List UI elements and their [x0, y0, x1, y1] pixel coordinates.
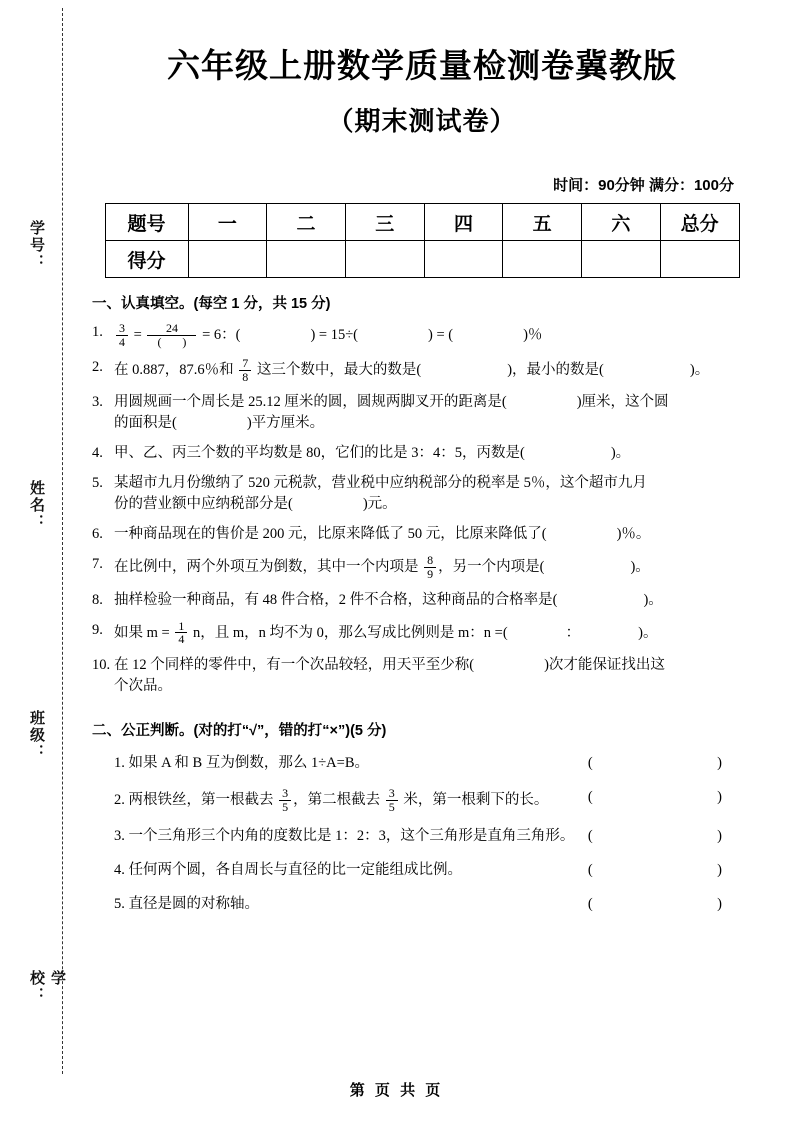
score-cell-total[interactable] — [660, 241, 739, 278]
question-2-text: 在 0.887，87.6％和 $\frac{7}{8}$ 这三个数中，最大的数是( )，最小的数是( )。 — [114, 356, 710, 384]
score-cell-4[interactable] — [424, 241, 503, 278]
table-row-header — [105, 204, 739, 241]
question-1 — [92, 322, 752, 348]
question-3-text: 用圆规画一个周长是 25.12 厘米的圆，圆规两脚叉开的距离是( )厘米，这个圆 — [114, 394, 669, 411]
score-table-col-1: 一 — [188, 204, 267, 241]
judge-2-number: 2. — [114, 791, 125, 808]
judge-1-number: 1. — [114, 754, 125, 771]
question-9-text: 如果 m = $\frac{1}{4}$ n，且 m，n 均不为 0，那么写成比例则是 m：n =( ： )。 — [114, 618, 658, 647]
judge-2-text: 两根铁丝，第一根截去 $\frac{3}{5}$ ，第二根截去 $\frac{3}{5}$ 米，第一根剩下的长。 — [128, 785, 549, 814]
score-table-col-total: 总分 — [660, 204, 739, 241]
side-label-name: 姓名： — [28, 480, 45, 531]
question-3 — [92, 392, 752, 434]
judge-1-text: 如果 A 和 B 互为倒数，那么 1÷A=B。 — [128, 754, 369, 771]
judge-3-number: 3. — [114, 828, 125, 845]
question-10-text-line2: 个次品。 — [114, 677, 172, 694]
side-label-school: 学校： — [28, 970, 66, 1004]
question-5-text: 某超市九月份缴纳了 520 元税款，营业税中应纳税部分的税率是 5％，这个超市九月 — [114, 475, 647, 492]
judge-5-answer-box[interactable]: ( ) — [587, 896, 744, 913]
judge-question-3 — [92, 826, 752, 847]
question-3-number: 3. — [92, 394, 103, 411]
question-1-number: 1. — [92, 324, 103, 340]
judge-question-4 — [92, 860, 752, 881]
score-table-col-3: 三 — [345, 204, 424, 241]
question-4-text: 甲、乙、丙三个数的平均数是 80，它们的比是 3：4：5，丙数是( )。 — [114, 445, 631, 462]
question-7-number: 7. — [92, 556, 103, 573]
question-1-text: $\frac{3}{4}$ = $\frac{24}{( )}$ = 6：( ) = 15÷( ) = ( )％ — [114, 322, 752, 348]
question-6-number: 6. — [92, 526, 103, 543]
side-label-class: 班级： — [28, 710, 45, 761]
page-title: 六年级上册数学质量检测卷冀教版 — [167, 47, 677, 84]
score-table-col-4: 四 — [424, 204, 503, 241]
question-6 — [92, 524, 752, 545]
judge-5-number: 5. — [114, 896, 125, 913]
score-table-col-6: 六 — [582, 204, 661, 241]
score-cell-2[interactable] — [267, 241, 346, 278]
exam-content — [92, 0, 752, 915]
page-subtitle: （期末测试卷） — [327, 106, 517, 136]
side-label-column — [22, 180, 66, 1020]
question-7-text: 在比例中，两个外项互为倒数，其中一个内项是 $\frac{8}{9}$ ，另一个内项是( )。 — [114, 553, 650, 582]
score-table-row-label: 题号 — [105, 204, 188, 241]
question-7 — [92, 554, 752, 580]
judge-5-text: 直径是圆的对称轴。 — [128, 896, 259, 913]
judge-4-text: 任何两个圆，各自周长与直径的比一定能组成比例。 — [128, 862, 462, 879]
score-cell-6[interactable] — [582, 241, 661, 278]
judge-4-number: 4. — [114, 862, 125, 879]
question-5-number: 5. — [92, 475, 103, 492]
exam-info: 时间：90分钟 满分：100分 — [553, 177, 734, 194]
page-footer: 第 页 共 页 — [349, 1082, 444, 1099]
question-3-text-line2: 的面积是( )平方厘米。 — [114, 415, 325, 432]
score-table — [105, 203, 740, 278]
score-cell-1[interactable] — [188, 241, 267, 278]
judge-question-1 — [92, 753, 752, 774]
judge-question-5 — [92, 894, 752, 915]
judge-4-answer-box[interactable]: ( ) — [587, 862, 744, 879]
left-dashed-divider — [62, 8, 63, 1074]
question-5 — [92, 473, 752, 515]
question-2-number: 2. — [92, 359, 103, 376]
judge-3-answer-box[interactable]: ( ) — [587, 828, 744, 845]
score-table-col-5: 五 — [503, 204, 582, 241]
judge-3-text: 一个三角形三个内角的度数比是 1：2：3，这个三角形是直角三角形。 — [128, 828, 575, 845]
question-4 — [92, 443, 752, 464]
question-9-number: 9. — [92, 621, 103, 638]
judge-2-answer-box[interactable]: ( ) — [587, 788, 744, 805]
score-cell-3[interactable] — [345, 241, 424, 278]
question-8-number: 8. — [92, 591, 103, 608]
question-8-text: 抽样检验一种商品，有 48 件合格，2 件不合格，这种商品的合格率是( )。 — [114, 591, 663, 608]
score-cell-5[interactable] — [503, 241, 582, 278]
score-table-col-2: 二 — [267, 204, 346, 241]
section-heading-fill-blanks: 一、认真填空。(每空 1 分，共 15 分) — [92, 296, 331, 312]
question-5-text-line2: 份的营业额中应纳税部分是( )元。 — [114, 496, 397, 513]
question-4-number: 4. — [92, 445, 103, 462]
question-8 — [92, 590, 752, 611]
score-table-score-label: 得分 — [105, 241, 188, 278]
question-10-text: 在 12 个同样的零件中，有一个次品较轻，用天平至少称( )次才能保证找出这 — [114, 656, 665, 673]
side-label-student-id: 学号： — [28, 220, 45, 271]
question-10-number: 10. — [92, 656, 111, 673]
question-2 — [92, 357, 752, 383]
judge-question-2 — [92, 787, 752, 813]
section-heading-judgement: 二、公正判断。(对的打“√”，错的打“×”)(5 分) — [92, 722, 387, 739]
question-10 — [92, 655, 752, 697]
judge-1-answer-box[interactable]: ( ) — [587, 754, 744, 771]
table-row-score — [105, 241, 739, 278]
question-6-text: 一种商品现在的售价是 200 元，比原来降低了 50 元，比原来降低了( )％。 — [114, 526, 651, 543]
question-9 — [92, 620, 752, 646]
